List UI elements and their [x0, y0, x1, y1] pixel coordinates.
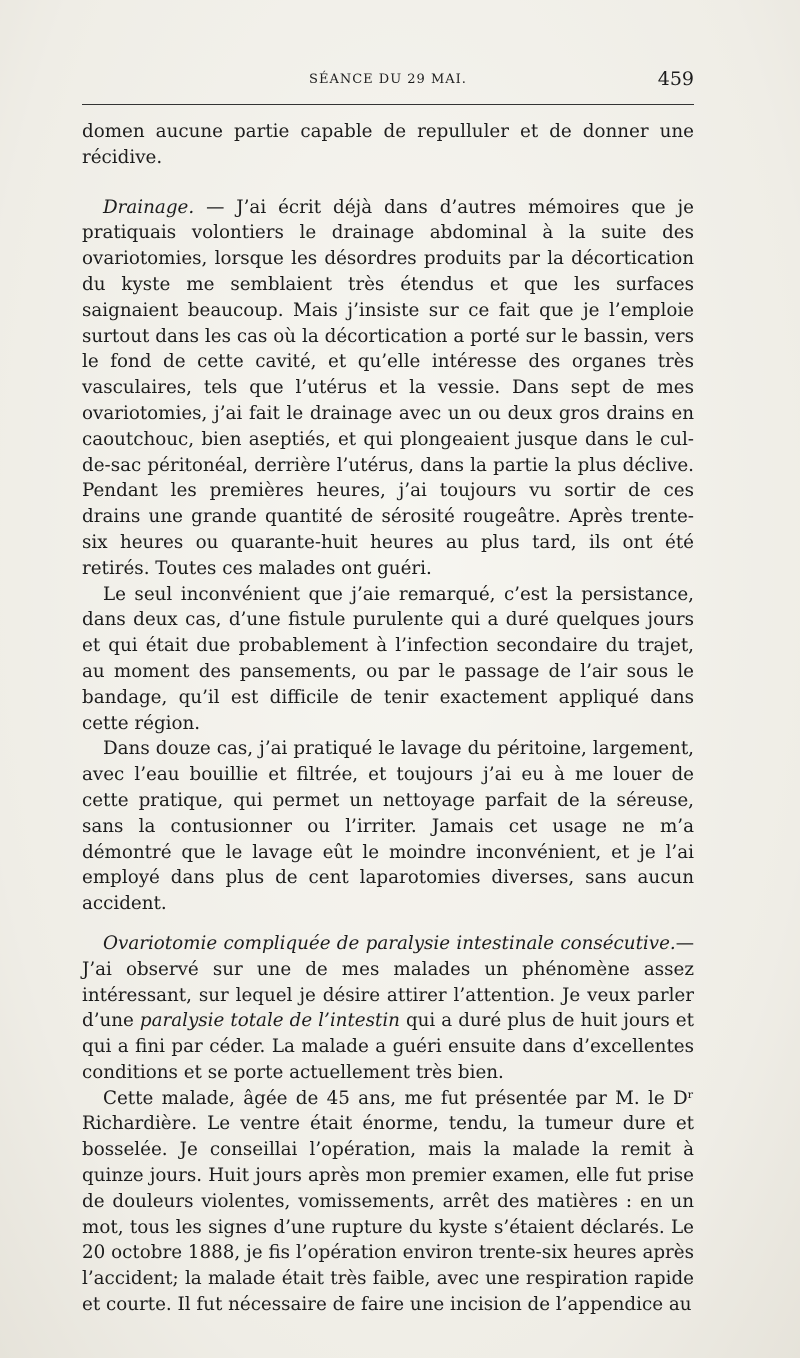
page-header — [82, 68, 694, 100]
paragraph-drainage — [82, 195, 694, 582]
page-number: 459 — [657, 68, 694, 90]
body-text — [82, 119, 694, 1318]
paragraph-ovariotomie — [82, 931, 694, 1086]
paragraph-case — [82, 1086, 694, 1318]
italic-phrase: paralysie totale de l’intestin — [139, 1010, 400, 1032]
paragraph-text: — J’ai écrit déjà dans d’autres mémoires que je pratiquais volontiers le drainage abdominal à la suite des ovariotomies, lorsque les désordres produits par la décortication du kyste me semblaient très étendus et que les surfaces saignaient beaucoup. Mais j’insiste sur ce fait que je l’emploie surtout dans les cas où la décortication a porté sur le bassin, vers le fond de cette cavité, et qu’elle intéresse des organes très vasculaires, tels que l’utérus et la vessie. Dans sept de mes ovariotomies, j’ai fait le drainage avec un ou deux gros drains en caoutchouc, bien aseptiés, et qui plongeaient jusque dans le cul-de-sac péritonéal, derrière l’utérus, dans la partie la plus déclive. Pendant les premières heures, j’ai toujours vu sortir de ces drains une grande quantité de sérosité rougeâtre. Après trente-six heures ou quarante-huit heures au plus tard, ils ont été retirés. Toutes ces malades ont guéri. — [82, 196, 694, 579]
header-rule — [82, 104, 694, 105]
paragraph-text: qui a duré plus de huit jours et qui a fini par céder. La malade a guéri ensuite dans d’excellentes conditions et se porte actuellement très bien. — [82, 1010, 694, 1083]
section-heading-drainage: Drainage. — [103, 196, 195, 218]
running-title: SÉANCE DU 29 MAI. — [309, 72, 467, 87]
paragraph-text: domen aucune partie capable de repulluler et de donner une récidive. — [82, 121, 694, 168]
section-heading-ovariotomie: Ovariotomie compliquée de paralysie intestinale consécutive. — [103, 932, 676, 954]
paragraph-text: Dans douze cas, j’ai pratiqué le lavage du péritoine, largement, avec l’eau bouillie et filtrée, et toujours j’ai eu à me louer de cette pratique, qui permet un nettoyage parfait de la séreuse, sans la contusionner ou l’irriter. Jamais cet usage ne m’a démontré que le lavage eût le moindre inconvénient, et je l’ai employé dans plus de cent laparotomies diverses, sans aucun accident. — [82, 738, 694, 915]
paragraph-continued — [82, 119, 694, 171]
paragraph-inconvenient — [82, 582, 694, 737]
paragraph-lavage — [82, 736, 694, 917]
paragraph-text: Cette malade, âgée de 45 ans, me fut présentée par M. le Dʳ Richardière. Le ventre était énorme, tendu, la tumeur dure et bosselée. Je conseillai l’opération, mais la malade la remit à quinze jours. Huit jours après mon premier examen, elle fut prise de douleurs violentes, vomissements, arrêt des matières : en un mot, tous les signes d’une rupture du kyste s’étaient déclarés. Le 20 octobre 1888, je fis l’opération environ trente-six heures après l’accident; la malade était très faible, avec une respiration rapide et courte. Il fut nécessaire de faire une incision de l’appendice au — [82, 1087, 694, 1316]
paragraph-text: — J’ai observé sur une de mes malades un phénomène assez intéressant, sur lequel je désire attirer l’attention. Je veux parler d’une — [82, 932, 694, 1032]
paragraph-text: Le seul inconvénient que j’aie remarqué, c’est la persistance, dans deux cas, d’une fistule purulente qui a duré quelques jours et qui était due probablement à l’infection secondaire du trajet, au moment des pansements, ou par le passage de l’air sous le bandage, qu’il est difficile de tenir exactement appliqué dans cette région. — [82, 583, 694, 734]
